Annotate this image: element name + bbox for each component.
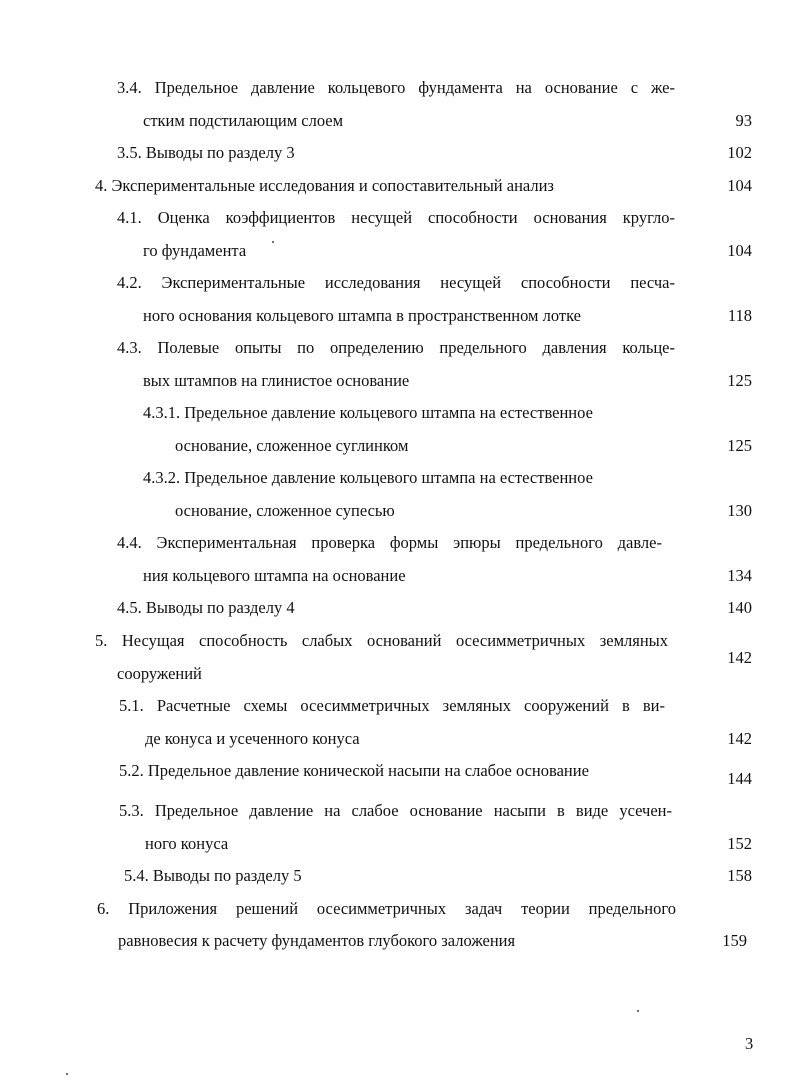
toc-entry-4-3-2-page: 130 [727, 501, 752, 520]
toc-entry-4-page: 104 [727, 176, 752, 195]
toc-entry-4-1-page: 104 [727, 241, 752, 260]
toc-entry-4-3-1-title-line2: основание, сложенное суглинком [175, 436, 409, 455]
toc-entry-4-4-title-line1: 4.4. Экспериментальная проверка формы эпюры предельного давле- [117, 533, 662, 552]
toc-entry-5-title-line1: 5. Несущая способность слабых оснований осесимметричных земляных [95, 631, 668, 650]
toc-entry-3-4-title-line2: стким подстилающим слоем [143, 111, 344, 130]
toc-entry-5-3-title-line2: ного конуса [145, 834, 229, 853]
toc-entry-4-3-1-title-line1: 4.3.1. Предельное давление кольцевого штампа на естественное [143, 403, 593, 422]
toc-entry-6-title-line2: равновесия к расчету фундаментов глубокого заложения [118, 931, 516, 950]
toc-entry-4-4-page: 134 [727, 566, 752, 585]
toc-entry-4-2-page: 118 [727, 306, 752, 325]
toc-entry-4-3-1-page: 125 [727, 436, 752, 455]
toc-entry-5-3-title-line1: 5.3. Предельное давление на слабое основание насыпи в виде усечен- [119, 801, 672, 820]
toc-entry-5-2-title: 5.2. Предельное давление конической насыпи на слабое основание [119, 761, 589, 780]
toc-entry-4-title: 4. Экспериментальные исследования и сопоставительный анализ [95, 176, 554, 195]
toc-entry-3-4-title-line1: 3.4. Предельное давление кольцевого фундамента на основание с же- [117, 78, 675, 97]
toc-entry-4-4-title-line2: ния кольцевого штампа на основание [143, 566, 406, 585]
toc-entry-5-3-page: 152 [727, 834, 752, 853]
toc-entry-4-3-2-title-line2: основание, сложенное супесью [175, 501, 395, 520]
scan-speck [637, 1010, 639, 1012]
toc-entry-4-5-page: 140 [727, 598, 752, 617]
toc-entry-3-4-page: 93 [735, 111, 752, 130]
toc-entry-4-2-title-line1: 4.2. Экспериментальные исследования несущей способности песча- [117, 273, 675, 292]
toc-entry-5-page: 142 [727, 648, 752, 667]
toc-entry-4-3-2-title-line1: 4.3.2. Предельное давление кольцевого штампа на естественное [143, 468, 593, 487]
toc-entry-5-title-line2: сооружений [117, 664, 202, 683]
toc-entry-5-1-title-line2: де конуса и усеченного конуса [145, 729, 360, 748]
toc-entry-5-2-page: 144 [727, 769, 752, 788]
toc-entry-5-1-page: 142 [727, 729, 752, 748]
toc-entry-4-1-title-line1: 4.1. Оценка коэффициентов несущей способности основания кругло- [117, 208, 675, 227]
toc-entry-6-title-line1: 6. Приложения решений осесимметричных задач теории предельного [97, 899, 676, 918]
toc-entry-4-3-page: 125 [727, 371, 752, 390]
toc-entry-5-4-title: 5.4. Выводы по разделу 5 [124, 866, 302, 885]
page-number: 3 [745, 1034, 754, 1053]
toc-entry-4-1-title-line2: го фундамента [143, 241, 247, 260]
toc-entry-4-3-title-line2: вых штампов на глинистое основание [143, 371, 410, 390]
toc-entry-3-5-page: 102 [727, 143, 752, 162]
toc-entry-5-1-title-line1: 5.1. Расчетные схемы осесимметричных земляных сооружений в ви- [119, 696, 665, 715]
scan-speck [272, 241, 274, 243]
scan-speck [66, 1073, 68, 1075]
toc-entry-5-4-page: 158 [727, 866, 752, 885]
toc-entry-4-2-title-line2: ного основания кольцевого штампа в пространственном лотке [143, 306, 582, 325]
toc-entry-4-3-title-line1: 4.3. Полевые опыты по определению предельного давления кольце- [117, 338, 675, 357]
toc-entry-4-5-title: 4.5. Выводы по разделу 4 [117, 598, 295, 617]
toc-entry-6-page: 159 [722, 931, 747, 950]
toc-entry-3-5-title: 3.5. Выводы по разделу 3 [117, 143, 295, 162]
